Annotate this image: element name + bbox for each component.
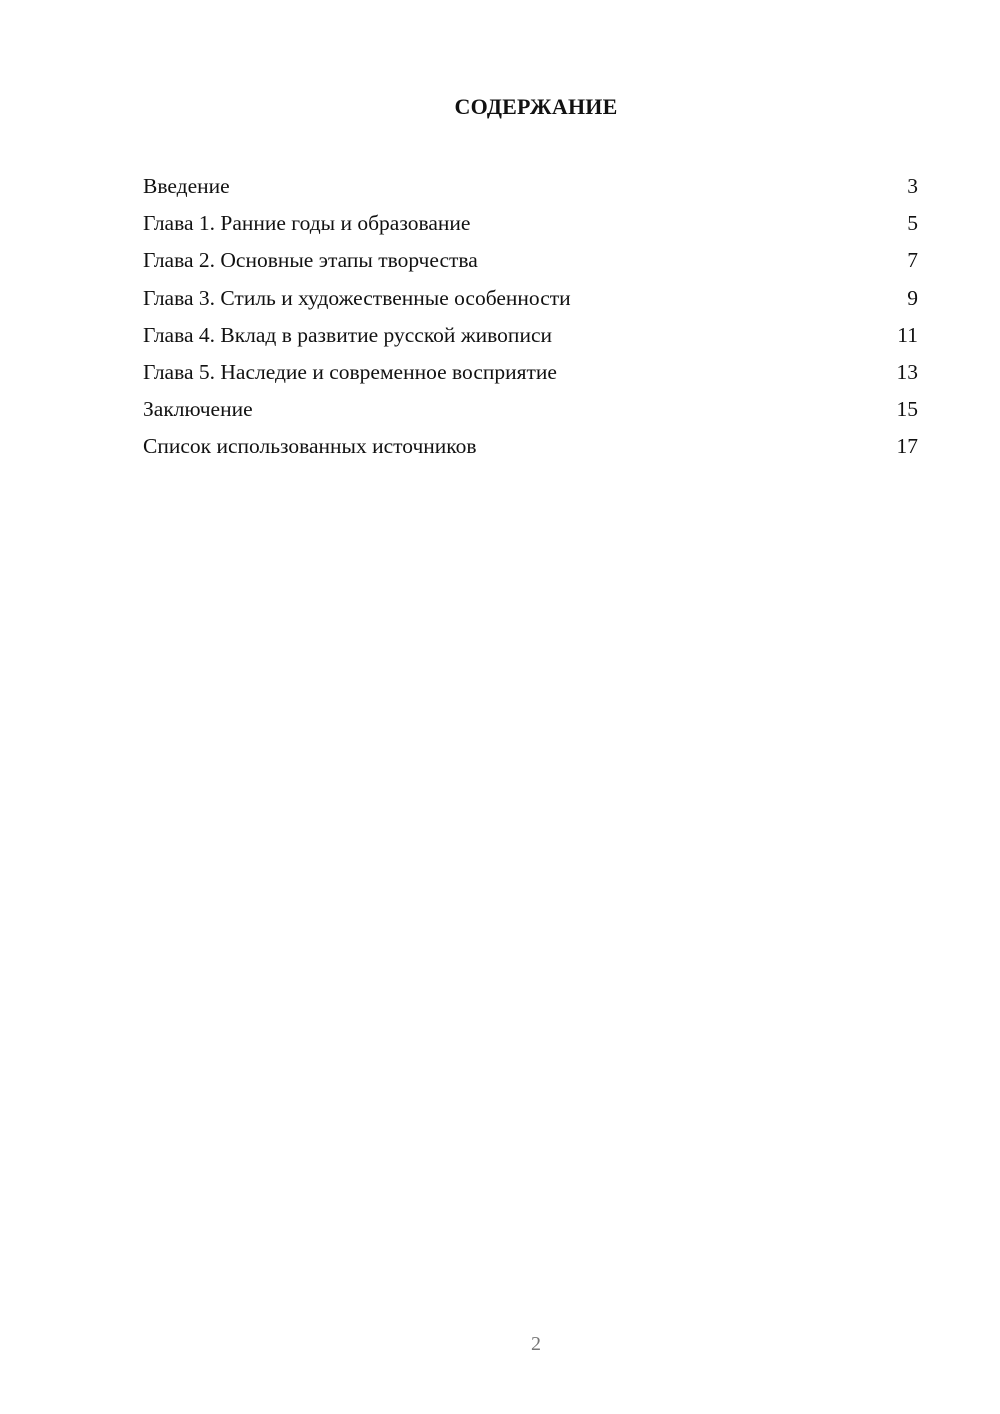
toc-entry-page: 7 [907,248,918,273]
toc-entry-page: 5 [907,211,918,236]
toc-entry-title: Глава 4. Вклад в развитие русской живописи [143,322,552,347]
toc-entry-page: 17 [896,434,918,459]
toc-entry-page: 3 [907,174,918,198]
page-title: СОДЕРЖАНИЕ [454,94,618,119]
toc-entry-page: 11 [897,322,918,347]
page-number: 2 [531,1333,541,1355]
toc-entry-title: Глава 3. Стиль и художественные особенности [143,285,571,310]
toc-entry-chapter-4 [143,317,918,354]
toc-entry-title: Глава 5. Наследие и современное восприятие [143,359,557,384]
toc-entry-chapter-5 [143,354,918,391]
toc-entry-chapter-1 [143,205,918,242]
toc-entry-references [143,428,918,465]
toc-entry-title: Список использованных источников [143,434,477,459]
toc-entry-page: 15 [896,397,918,422]
table-of-contents [143,168,918,466]
toc-entry-conclusion [143,391,918,428]
toc-entry-title: Введение [143,174,230,198]
toc-entry-chapter-2 [143,242,918,279]
toc-entry-page: 9 [907,285,918,310]
toc-entry-page: 13 [896,359,918,384]
toc-entry-chapter-3 [143,280,918,317]
toc-entry-introduction [143,168,918,205]
toc-entry-title: Глава 2. Основные этапы творчества [143,248,478,273]
toc-entry-title: Глава 1. Ранние годы и образование [143,211,471,236]
toc-entry-title: Заключение [143,397,253,422]
